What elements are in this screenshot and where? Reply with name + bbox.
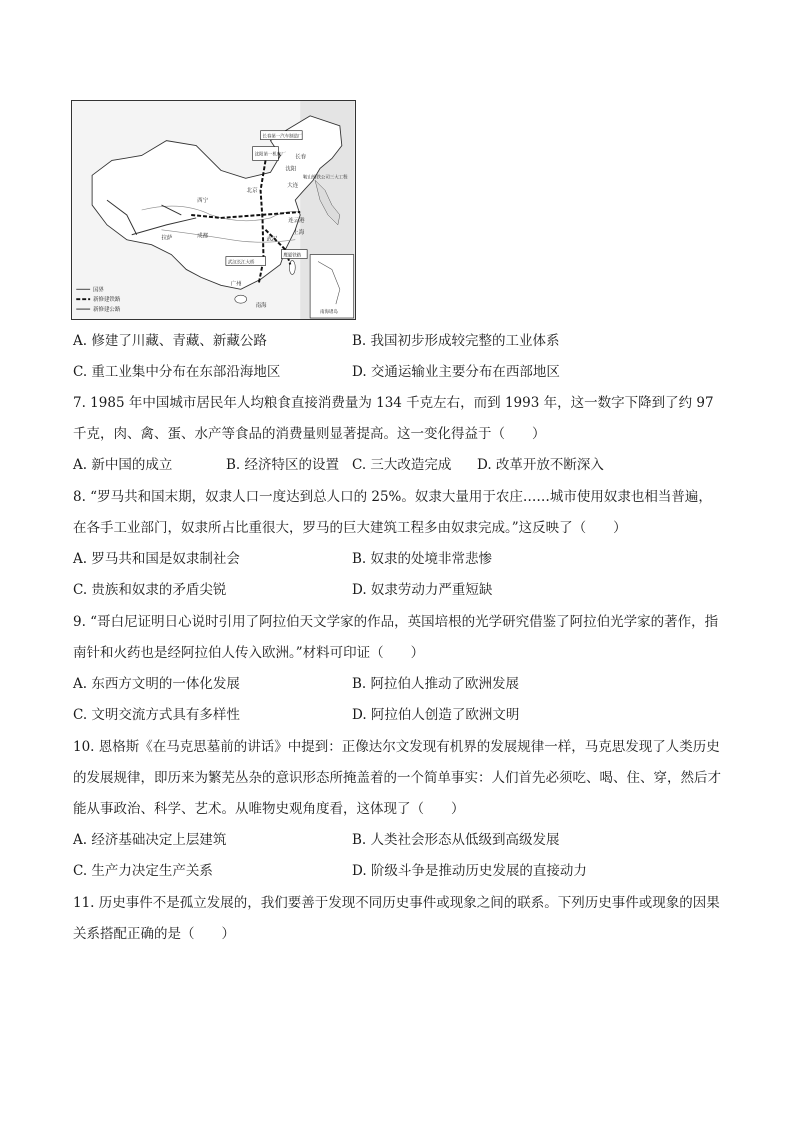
q7-option-a: A. 新中国的成立 [73, 457, 173, 473]
q9-option-c: C. 文明交流方式具有多样性 [73, 707, 240, 723]
label-shenyang-plant: 沈阳第一机床厂 [254, 152, 286, 158]
label-anshan: 鞍山钢铁公司三大工程 [303, 175, 348, 181]
q7-stem: 7. 1985 年中国城市居民年人均粮食直接消费量为 134 千克左右，而到 1993 年，这一数字下降到了约 97 千克，肉、禽、蛋、水产等食品的消费量则显著提高。这一变化得益于（ ） [73, 395, 714, 442]
q7-option-b: B. 经济特区的设置 [226, 457, 340, 473]
label-yingxia-railway: 鹰厦铁路 [283, 253, 302, 259]
svg-text:国界: 国界 [93, 287, 104, 294]
q6-option-b: B. 我国初步形成较完整的工业体系 [352, 333, 560, 349]
svg-text:新修建公路: 新修建公路 [93, 307, 121, 314]
q9-option-a: A. 东西方文明的一体化发展 [73, 676, 240, 692]
label-lasa: 拉萨 [161, 235, 173, 242]
q8-option-b: B. 奴隶的处境非常悲惨 [352, 551, 493, 567]
q10-option-a: A. 经济基础决定上层建筑 [73, 832, 227, 848]
label-lianyungang: 连云港 [288, 217, 305, 224]
q8-option-a: A. 罗马共和国是奴隶制社会 [73, 551, 240, 567]
label-wuhan: 武汉 [266, 236, 278, 243]
label-wuhan-bridge: 武汉长江大桥 [227, 260, 255, 266]
south-sea-inset [310, 255, 354, 318]
q8-option-d: D. 奴隶劳动力严重短缺 [352, 582, 493, 598]
label-guangzhou: 广州 [230, 281, 242, 288]
label-shenyang: 沈阳 [285, 166, 297, 173]
q9-option-d: D. 阿拉伯人创造了欧洲文明 [352, 707, 520, 723]
q9-option-b: B. 阿拉伯人推动了欧洲发展 [352, 676, 520, 692]
label-beijing: 北京 [246, 188, 258, 195]
label-chengdu: 成都 [197, 233, 209, 240]
label-shanghai: 上海 [293, 229, 305, 236]
label-changchun: 长春 [295, 154, 307, 161]
q10-stem: 10. 恩格斯《在马克思墓前的讲话》中提到：正像达尔文发现有机界的发展规律一样，马克思发现了人类历史的发展规律，即历来为繁芜丛杂的意识形态所掩盖着的一个简单事实：人们首先必须吃、喝、住、穿，然后才能从事政治、科学、艺术。从唯物史观角度看，这体现了（ ） [73, 739, 721, 817]
label-xining: 西宁 [197, 198, 209, 205]
q10-option-d: D. 阶级斗争是推动历史发展的直接动力 [352, 863, 587, 879]
q7-option-c: C. 三大改造完成 [352, 457, 452, 473]
china-map [72, 101, 355, 319]
q6-option-c: C. 重工业集中分布在东部沿海地区 [73, 364, 281, 380]
label-dalian: 大连 [287, 183, 299, 190]
q6-option-d: D. 交通运输业主要分布在西部地区 [352, 364, 560, 380]
q9-stem: 9. “哥白尼证明日心说时引用了阿拉伯天文学家的作品，英国培根的光学研究借鉴了阿拉伯光学家的著作，指南针和火药也是经阿拉伯人传入欧洲。”材料可印证（ ） [73, 614, 719, 661]
label-nanhai: 南海 [255, 303, 267, 310]
q8-option-c: C. 贵族和奴隶的矛盾尖锐 [73, 582, 227, 598]
label-inset: 南海诸岛 [320, 310, 338, 316]
q7-option-d: D. 改革开放不断深入 [477, 457, 604, 473]
label-changchun-plant: 长春第一汽车制造厂 [262, 134, 303, 140]
q10-option-b: B. 人类社会形态从低级到高级发展 [352, 832, 560, 848]
q8-stem: 8. “罗马共和国末期，奴隶人口一度达到总人口的 25%。奴隶大量用于农庄……城市使用奴隶也相当普遍，在各手工业部门，奴隶所占比重很大，罗马的巨大建筑工程多由奴隶完成。”这反映了（ ） [73, 489, 712, 536]
q6-option-a: A. 修建了川藏、青藏、新藏公路 [73, 333, 267, 349]
q11-stem: 11. 历史事件不是孤立发展的，我们要善于发现不同历史事件或现象之间的联系。下列历史事件或现象的因果关系搭配正确的是（ ） [73, 895, 720, 942]
map-figure [71, 100, 356, 320]
q10-option-c: C. 生产力决定生产关系 [73, 863, 213, 879]
svg-text:新修建铁路: 新修建铁路 [93, 297, 121, 304]
